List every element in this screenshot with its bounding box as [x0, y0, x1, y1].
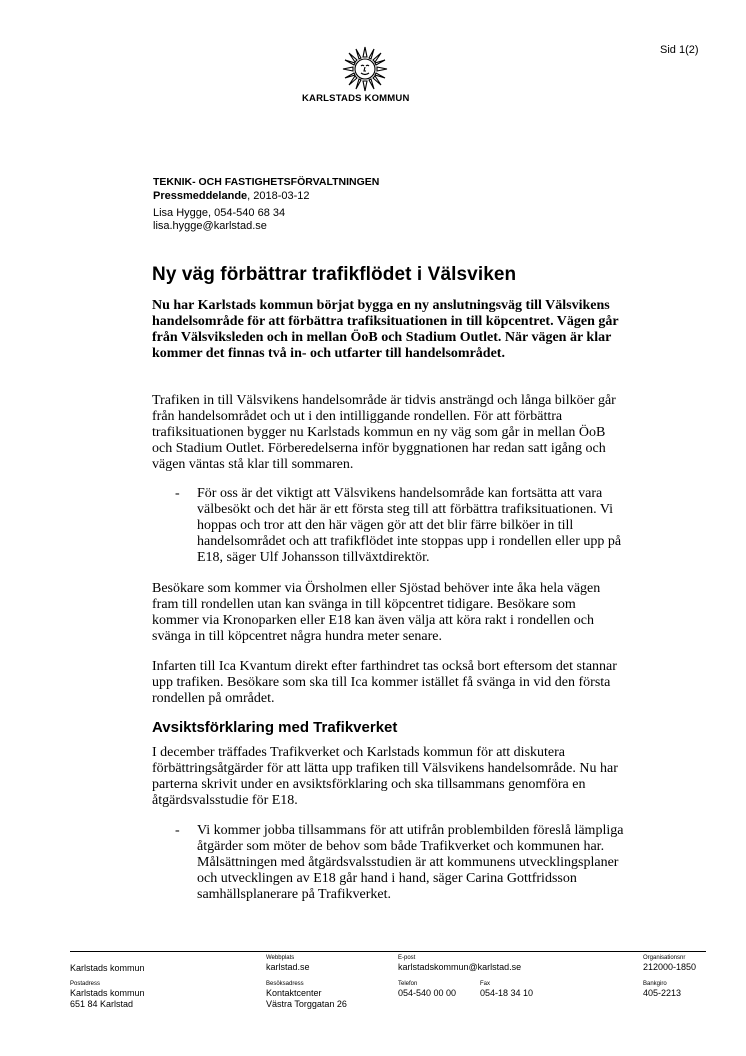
footer-name	[70, 963, 145, 974]
org-name: KARLSTADS KOMMUN	[302, 93, 410, 104]
footer-orgnr	[643, 955, 696, 973]
footer-name-value: Karlstads kommun	[70, 963, 145, 973]
footer-phone	[398, 981, 456, 999]
press-line	[153, 190, 310, 203]
footer-phone-value: 054-540 00 00	[398, 988, 457, 998]
sun-face-logo	[340, 44, 390, 94]
footer-email-label: E-post	[398, 955, 416, 961]
footer-post-line2: 651 84 Karlstad	[70, 999, 134, 1009]
quote-dash: -	[175, 823, 180, 838]
subheading: Avsiktsförklaring med Trafikverket	[152, 719, 398, 736]
quote-1-text: För oss är det viktigt att Välsvikens handelsområde kan fortsätta att vara välbesökt och det här är ett första steg till att förbättra trafiksituationen. Vi hoppas och tror att den här vägen gör att det blir färre bilköer in till handelsområdet och att trafikflödet inte stoppas upp i rondellen eller upp på E18, säger Ulf Johansson tillväxtdirektör.	[197, 486, 622, 565]
quote-2-text: Vi kommer jobba tillsammans för att utifrån problembilden föreslå lämpliga åtgärder som möter de behov som både Trafikverket och kommunen har. Målsättningen med åtgärdsvalsstudien är att kommunens utvecklingsplaner och utvecklingen av E18 går hand i hand, säger Carina Gottfridsson samhällsplanerare på Trafikverket.	[197, 823, 624, 902]
paragraph-3: Infarten till Ica Kvantum direkt efter farthindret tas också bort eftersom det stannar upp trafiken. Besökare som ska till Ica kommer istället få svänga in vid den första rondellen på området.	[152, 659, 617, 706]
doc-type: Pressmeddelande	[153, 190, 248, 202]
footer-fax	[480, 981, 533, 999]
headline: Ny väg förbättrar trafikflödet i Välsviken	[152, 264, 517, 285]
footer-web-label: Webbplats	[266, 955, 295, 961]
footer-orgnr-label: Organisationsnr	[643, 955, 686, 961]
footer-fax-value: 054-18 34 10	[480, 988, 534, 998]
footer-fax-label: Fax	[480, 981, 491, 987]
doc-date: , 2018-03-12	[247, 190, 310, 202]
footer-bank	[643, 981, 681, 999]
footer-post	[70, 981, 145, 1010]
footer-web-value[interactable]: karlstad.se	[266, 962, 310, 972]
lead-paragraph: Nu har Karlstads kommun börjat bygga en ny anslutningsväg till Välsvikens handelsområde för att förbättra trafiksituationen in till köpcentret. Vägen går från Välsviksleden och in mellan ÖoB och Stadium Outlet. När vägen är klar kommer det finnas två in- och utfarter till handelsområdet.	[152, 298, 619, 361]
footer-post-label: Postadress	[70, 981, 101, 987]
paragraph-4: I december träffades Trafikverket och Karlstads kommun för att diskutera förbättringsåtgärder för att lätta upp trafiken till Välsvikens handelsområde. Nu har parterna skrivit under en avsiktsförklaring och ska tillsammans genomföra en åtgärdsvalsstudie för E18.	[152, 745, 618, 808]
footer-divider	[70, 951, 706, 952]
footer-post-line1: Karlstads kommun	[70, 988, 145, 998]
footer-visit-line1: Kontaktcenter	[266, 988, 322, 998]
footer-bank-label: Bankgiro	[643, 981, 667, 987]
footer-email	[398, 955, 521, 973]
quote-dash: -	[175, 486, 180, 501]
department: TEKNIK- OCH FASTIGHETSFÖRVALTNINGEN	[153, 176, 380, 188]
page-number: Sid 1(2)	[660, 44, 699, 56]
footer-bank-value: 405-2213	[643, 988, 682, 998]
contact-email: lisa.hygge@karlstad.se	[153, 220, 267, 232]
footer-phone-label: Telefon	[398, 981, 418, 987]
footer-visit-label: Besöksadress	[266, 981, 304, 987]
footer-email-value[interactable]: karlstadskommun@karlstad.se	[398, 962, 522, 972]
footer-visit	[266, 981, 347, 1010]
paragraph-2: Besökare som kommer via Örsholmen eller Sjöstad behöver inte åka hela vägen fram till rondellen utan kan svänga in till köpcentret tidigare. Besökare som kommer via Kronoparken eller E18 kan även välja att köra rakt i rondellen och svänga in till köpcentret några hundra meter senare.	[152, 581, 601, 644]
contact-name: Lisa Hygge, 054-540 68 34	[153, 207, 286, 219]
footer-visit-line2: Västra Torggatan 26	[266, 999, 347, 1009]
paragraph-1: Trafiken in till Välsvikens handelsområde är tidvis ansträngd och långa bilköer går från handelsområdet och ut i den intilliggande rondellen. För att förbättra trafiksituationen bygger nu Karlstads kommun en ny väg som går in mellan ÖoB och Stadium Outlet. Förberedelserna inför byggnationen har redan satt igång och vägen väntas stå klar till sommaren.	[152, 393, 616, 472]
footer-web	[266, 955, 310, 973]
footer-orgnr-value: 212000-1850	[643, 962, 697, 972]
